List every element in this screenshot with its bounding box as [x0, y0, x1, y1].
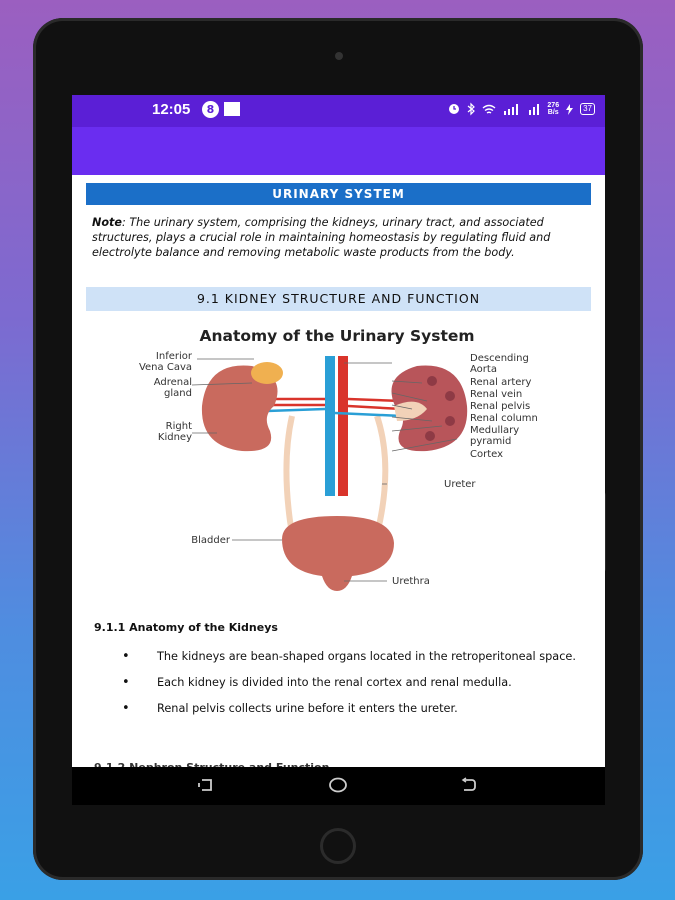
signal-icon	[503, 104, 521, 115]
label-inferior-vena-cava-1: Inferior	[155, 351, 192, 362]
label-cortex: Cortex	[470, 449, 504, 460]
hardware-home-button[interactable]	[320, 828, 356, 864]
home-icon[interactable]	[328, 777, 348, 793]
vena-cava	[325, 356, 335, 496]
notification-badge: 8	[202, 101, 219, 118]
label-medullary-pyramid-2: pyramid	[470, 436, 512, 447]
adrenal-gland	[251, 362, 283, 384]
note-text: : The urinary system, comprising the kidneys, urinary tract, and associated structures, plays a crucial role in maintaining homeostasis by regulating fluid and electrolyte balance and removing metabolic waste products from the body.	[92, 216, 551, 259]
label-bladder: Bladder	[191, 535, 230, 546]
list-item: • Renal pelvis collects urine before it enters the ureter.	[122, 701, 592, 716]
signal-icon-2	[528, 104, 540, 115]
diagram-title: Anatomy of the Urinary System	[199, 327, 475, 345]
note-paragraph	[92, 215, 587, 260]
recents-icon[interactable]	[197, 777, 215, 793]
back-icon[interactable]	[460, 777, 478, 793]
app-bar	[72, 127, 605, 175]
label-right-kidney-1: Right	[165, 421, 192, 432]
bluetooth-icon	[467, 103, 475, 115]
renal-vessels-left-vein	[267, 409, 325, 411]
label-ureter: Ureter	[444, 479, 476, 490]
aorta	[338, 356, 348, 496]
navigation-bar	[72, 767, 605, 805]
clock: 12:05	[152, 101, 191, 118]
label-urethra: Urethra	[392, 576, 430, 587]
network-speed-unit: B/s	[547, 109, 559, 116]
list-item: • Each kidney is divided into the renal cortex and renal medulla.	[122, 675, 592, 690]
list-item: • The kidneys are bean-shaped organs located in the retroperitoneal space.	[122, 649, 592, 664]
label-adrenal-gland-1: Adrenal	[153, 377, 192, 388]
label-inferior-vena-cava-2: Vena Cava	[138, 362, 192, 373]
bladder-shape	[282, 516, 394, 591]
note-label: Note	[92, 216, 122, 229]
charging-icon	[566, 104, 573, 115]
label-descending-aorta-2: Aorta	[470, 364, 497, 375]
battery-indicator: 37	[580, 103, 595, 115]
bullet-list	[122, 649, 592, 727]
label-renal-column: Renal column	[470, 413, 538, 424]
status-icons	[448, 102, 595, 116]
device-screen	[72, 95, 605, 805]
content-scroll-area[interactable]	[72, 175, 605, 767]
label-right-kidney-2: Kidney	[157, 432, 192, 443]
label-renal-pelvis: Renal pelvis	[470, 401, 531, 412]
subsection-title: 9.1 KIDNEY STRUCTURE AND FUNCTION	[86, 287, 591, 311]
section-title: URINARY SYSTEM	[86, 183, 591, 205]
urinary-system-diagram	[82, 321, 592, 601]
network-speed-value: 276	[547, 102, 560, 109]
alarm-icon	[448, 103, 460, 115]
front-camera	[335, 52, 343, 60]
status-bar	[72, 95, 605, 127]
sub-heading: 9.1.1 Anatomy of the Kidneys	[94, 621, 278, 634]
label-descending-aorta-1: Descending	[470, 353, 529, 364]
label-renal-artery: Renal artery	[470, 377, 532, 388]
notification-icon	[224, 102, 240, 116]
network-speed	[547, 102, 559, 116]
label-adrenal-gland-2: gland	[164, 388, 192, 399]
wifi-icon	[482, 104, 496, 115]
label-renal-vein: Renal vein	[470, 389, 523, 400]
label-medullary-pyramid-1: Medullary	[470, 425, 520, 436]
